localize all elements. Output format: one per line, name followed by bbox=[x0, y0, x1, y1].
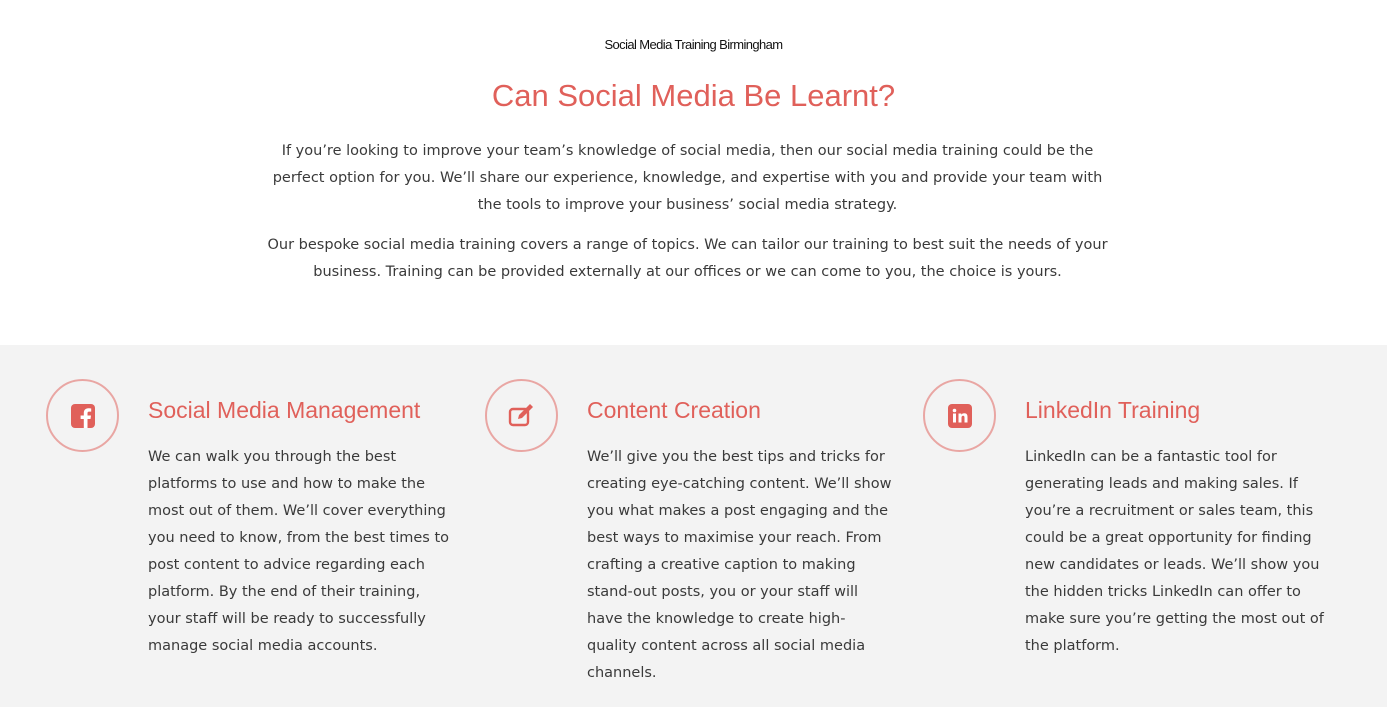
kicker: Social Media Training Birmingham bbox=[604, 37, 783, 52]
intro-section bbox=[0, 0, 1387, 345]
linkedin-icon bbox=[923, 379, 996, 452]
service-title: Content Creation bbox=[587, 397, 761, 423]
service-text: We can walk you through the best platforms to use and how to make the most out of them. We’ll cover everything you need to know, from the best times to post content to advice regarding each platform. By the end of their training, your staff will be ready to successfully manage social media accounts. bbox=[148, 449, 450, 654]
service-title: Social Media Management bbox=[148, 397, 421, 423]
service-title: LinkedIn Training bbox=[1025, 397, 1201, 423]
intro-paragraph: If you’re looking to improve your team’s knowledge of social media, then our social media training could be the perfect option for you. We’ll share our experience, knowledge, and expertise with you and provide your team with the tools to improve your business’ social media strategy. bbox=[272, 143, 1103, 213]
edit-icon bbox=[485, 379, 558, 452]
service-text: LinkedIn can be a fantastic tool for generating leads and making sales. If you’re a recruitment or sales team, this could be a great opportunity for finding new candidates or leads. We’ll show you the hidden tricks LinkedIn can offer to make sure you’re getting the most out of the platform. bbox=[1025, 449, 1324, 654]
intro-paragraph: Our bespoke social media training covers a range of topics. We can tailor our training to best suit the needs of your business. Training can be provided externally at our offices or we can come to you, the choice is yours. bbox=[267, 237, 1108, 280]
page-title: Can Social Media Be Learnt? bbox=[491, 78, 896, 113]
services-section bbox=[0, 345, 1387, 707]
facebook-icon bbox=[46, 379, 119, 452]
service-text: We’ll give you the best tips and tricks for creating eye-catching content. We’ll show you what makes a post engaging and the best ways to maximise your reach. From crafting a creative caption to making stand-out posts, you or your staff will have the knowledge to create high-quality content across all social media channels. bbox=[587, 449, 892, 681]
